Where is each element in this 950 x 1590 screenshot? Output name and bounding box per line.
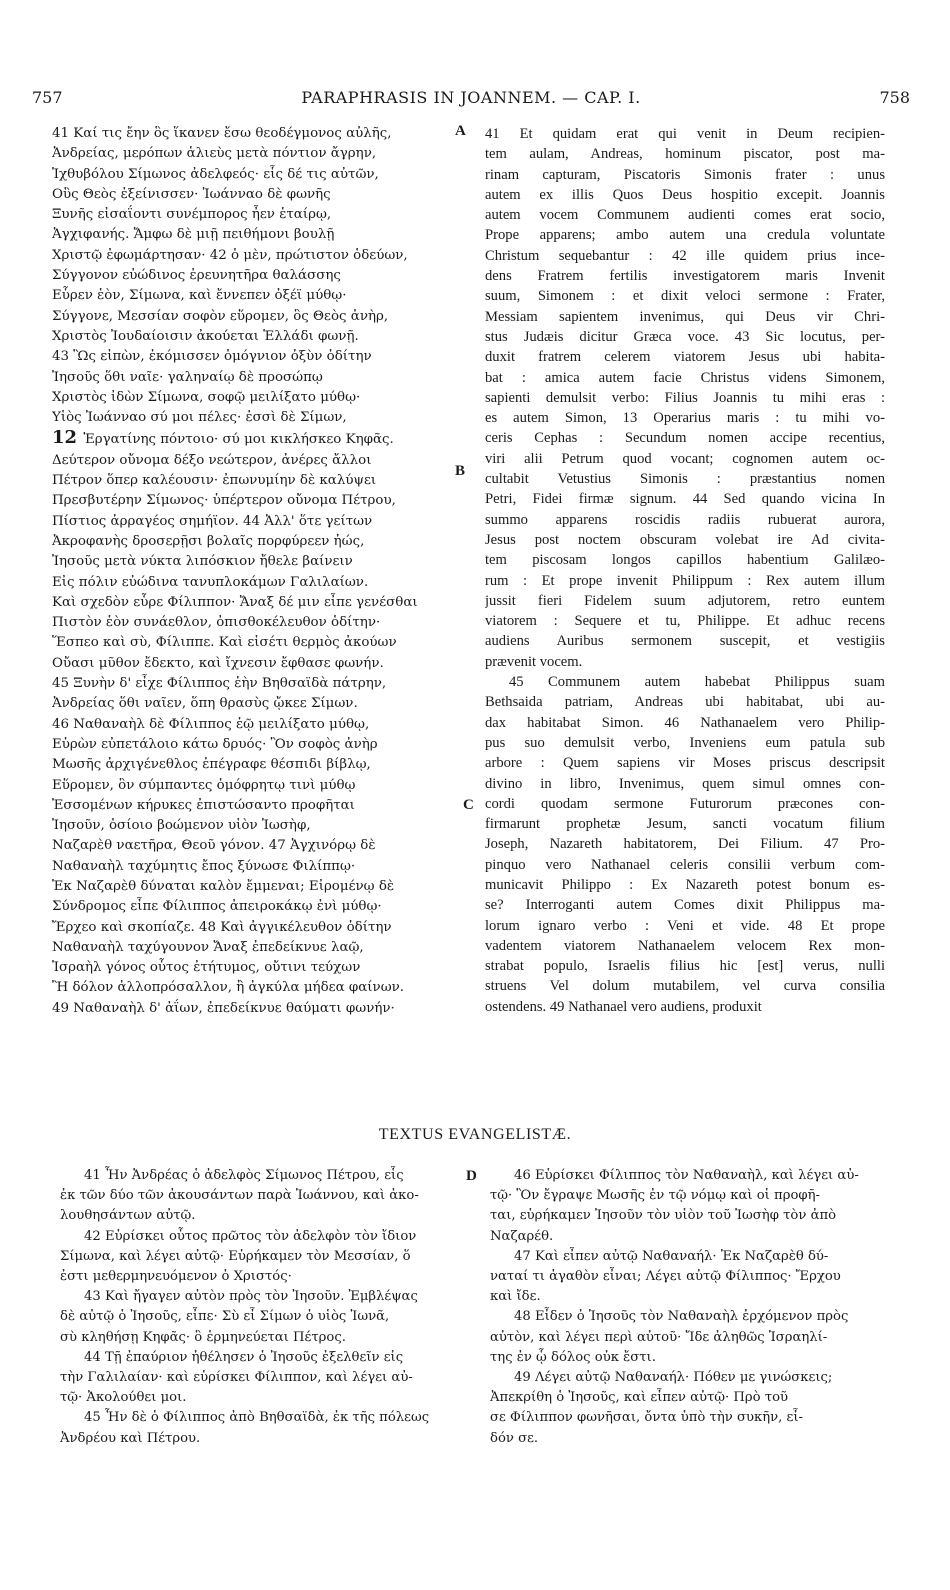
latin-paraphrase-column [485, 124, 885, 1017]
greek-verse-line: Ἀγχιφανής. Ἄμφω δὲ μιῇ πειθήμονι βουλῇ [52, 227, 335, 243]
latin-verse-line: Christum sequebantur : 42 ille quidem prius ince- [485, 247, 885, 264]
greek-verse-line: Εὗρεν ἑὸν, Σίμωνα, καὶ ἔννεπεν ὀξέϊ μύθῳ· [52, 288, 347, 304]
latin-verse-line: struens Vel dolum mutabilem, vel curva consilia [485, 978, 885, 995]
latin-verse-line: pus suo demulsit verbo, Inveniens eum patula sub [485, 734, 885, 751]
textus-verse-line: δόν σε. [490, 1430, 539, 1446]
latin-verse-line: Prope apparens; ambo autem una credula voluntate [485, 227, 885, 244]
textus-verse-line: Ναζαρέθ. [490, 1228, 554, 1244]
latin-verse-line: rum : Et prope invenit Philippum : Rex autem illum [485, 572, 885, 589]
textus-verse-line: δὲ αὐτῷ ὁ Ἰησοῦς, εἶπε· Σὺ εἶ Σίμων ὁ υἱὸς Ἰωνᾶ, [60, 1309, 390, 1325]
latin-verse-line: autem vocem Communem audienti comes erat socio, [485, 207, 885, 224]
greek-paraphrase-column [52, 124, 452, 1019]
greek-verse-line: Πίστιος ἀρραγέος σημήϊον. 44 Ἀλλ' ὅτε γείτων [52, 513, 373, 529]
latin-verse-line: rinam capturam, Piscatoris Simonis frater : unus [485, 166, 885, 183]
greek-verse-line: Ἢ δόλον ἀλλοπρόσαλλον, ἢ ἀγκύλα μήδεα φαίνων. [52, 980, 405, 996]
latin-verse-line: cultabit Vetustius Simonis : præstantius nomen [485, 471, 885, 488]
latin-verse-line: tem piscosam longos capillos habentium Galilæo- [485, 552, 885, 569]
latin-verse-line: Joseph, Nazareth habitatorem, Dei Filium. 47 Pro- [485, 836, 885, 853]
column-marker-d: D [466, 1168, 477, 1184]
greek-verse-line: Ἰησοῦς μετὰ νύκτα λιπόσκιον ἤθελε βαίνειν [52, 554, 353, 570]
latin-verse-line: suum, Simonem : et dixit veloci sermone : Frater, [485, 288, 885, 305]
latin-verse-line: ceris Cephas : Secundum nomen accipe recentius, [485, 430, 885, 447]
latin-verse-line: divino in libro, Invenimus, quem simul omnes con- [485, 775, 885, 792]
greek-verse-line: 41 Καί τις ἔην ὃς ἵκανεν ἔσω θεοδέγμονος αὐλῆς, [52, 126, 392, 141]
greek-verse-line: Εἰς πόλιν εὐώδινα τανυπλοκάμων Γαλιλαίων. [52, 574, 369, 590]
latin-verse-line: es autem Simon, 13 Operarius maris : tu mihi vo- [485, 410, 885, 427]
greek-verse-line: Πιστὸν ἑὸν συνάεθλον, ὀπισθοκέλευθον ὁδίτην· [52, 615, 381, 631]
latin-verse-line: se? Interroganti autem Comes dixit Philippus ma- [485, 897, 885, 914]
greek-verse-text: Ἐργατίνης πόντοιο· σύ μοι κικλήσκεο Κηφᾶς. [83, 432, 394, 448]
textus-verse-line: Σίμωνα, καὶ λέγει αὐτῷ· Εὑρήκαμεν τὸν Μεσσίαν, ὅ [60, 1248, 411, 1264]
latin-verse-line: viatorem : Sequere et tu, Philippe. Et adhuc recens [485, 613, 885, 630]
latin-verse-line: Bethsaida patriam, Andreas ubi habitabat, ubi au- [485, 694, 885, 711]
greek-verse-line: Υἱὸς Ἰωάνναο σύ μοι πέλες· ἐσσὶ δὲ Σίμων, [52, 410, 347, 426]
margin-number: 12 [52, 428, 84, 449]
latin-verse-line: Messiam sapientem invenimus, qui Deus vir Chri- [485, 308, 885, 325]
latin-verse-line: dens Fratrem fertilis investigatorem maris Invenit [485, 268, 885, 285]
latin-verse-line: viri alii Petrum quod vocant; cognomen autem oc- [485, 450, 885, 467]
greek-verse-line: Ἀκροφανὴς δροσερῇσι βολαῖς πορφύρεεν ἠώς, [52, 533, 365, 549]
textus-verse-line: 41 Ἦν Ἀνδρέας ὁ ἀδελφὸς Σίμωνος Πέτρου, εἷς [84, 1168, 404, 1183]
greek-verse-line: Ἰησοῦν, ὁσίοιο βοώμενον υἱὸν Ἰωσὴφ, [52, 818, 311, 834]
greek-verse-line: Πρεσβυτέρην Σίμωνος· ὑπέρτερον οὔνομα Πέτρου, [52, 493, 396, 509]
greek-verse-line: Ἔρχεο καὶ σκοπίαζε. 48 Καὶ ἀγγικέλευθον ὁδίτην [52, 919, 392, 935]
greek-verse-line: Ναθαναὴλ ταχύγουνον Ἄναξ ἐπεδείκνυε λαῷ, [52, 939, 364, 955]
greek-verse-line: Οὓς Θεὸς ἐξείνισσεν· Ἰωάνναο δὲ φωνῆς [52, 186, 331, 202]
textus-verse-line: ἐκ τῶν δύο τῶν ἀκουσάντων παρὰ Ἰωάννου, καὶ ἀκο- [60, 1188, 419, 1204]
section-title: TEXTUS EVANGELISTÆ. [378, 1126, 572, 1143]
greek-verse-line: Ἀνδρείας ὅθι ναῖεν, ὅπη θρασὺς ᾤκεε Σίμων. [52, 696, 358, 712]
running-title: PARAPHRASIS IN JOANNEM. — CAP. I. [301, 88, 641, 107]
textus-verse-line: 49 Λέγει αὐτῷ Ναθαναήλ· Πόθεν με γινώσκεις; [514, 1370, 833, 1386]
textus-left-column [60, 1166, 455, 1449]
latin-verse-line: bat : amica autem facie Christus videns Simonem, [485, 369, 885, 386]
greek-verse-line: Καὶ σχεδὸν εὗρε Φίλιππον· Ἄναξ δέ μιν εἶπε γενέσθαι [52, 594, 418, 610]
page-number-right: 758 [879, 88, 910, 107]
textus-verse-line: 48 Εἶδεν ὁ Ἰησοῦς τὸν Ναθαναὴλ ἐρχόμενον πρὸς [514, 1309, 849, 1325]
latin-verse-line: lorum ignaro verbo : Veni et vide. 48 Et prope [485, 917, 885, 934]
greek-verse-line: Μωσῆς ἀρχιγένεθλος ἐπέγραφε θέσπιδι βίβλῳ, [52, 757, 371, 773]
textus-verse-line: ται, εὑρήκαμεν Ἰησοῦν τὸν υἱὸν τοῦ Ἰωσὴφ τὸν ἀπὸ [490, 1208, 837, 1224]
textus-verse-line: καὶ ἴδε. [490, 1289, 541, 1305]
textus-right-column [490, 1166, 885, 1449]
column-marker-a: A [455, 123, 466, 139]
latin-verse-line: Petri, Fidei firmæ signum. 44 Sed quando vicina In [485, 491, 885, 508]
greek-verse-line: 46 Ναθαναὴλ δὲ Φίλιππος ἑῷ μειλίξατο μύθῳ, [52, 716, 370, 732]
textus-verse-line: Ἀπεκρίθη ὁ Ἰησοῦς, καὶ εἶπεν αὐτῷ· Πρὸ τοῦ [490, 1390, 789, 1406]
page-number-left: 757 [32, 88, 63, 107]
textus-verse-line: 45 Ἦν δὲ ὁ Φίλιππος ἀπὸ Βηθσαϊδὰ, ἐκ τῆς πόλεως [84, 1410, 430, 1426]
latin-verse-line: pinquo vero Nathanael celeris consilii verbum com- [485, 856, 885, 873]
textus-verse-line: 44 Τῇ ἐπαύριον ἠθέλησεν ὁ Ἰησοῦς ἐξελθεῖν εἰς [84, 1349, 404, 1365]
column-marker-b: B [455, 463, 466, 479]
latin-verse-line: ostendens. 49 Nathanael vero audiens, produxit [485, 998, 762, 1015]
latin-verse-line: jussit fieri Fidelem suum adjutorem, retro euntem [485, 592, 885, 609]
running-header [32, 88, 910, 112]
latin-verse-line: Jesus post noctem obscuram volebat ire Ad civita- [485, 531, 885, 548]
textus-verse-line: 42 Εὑρίσκει οὗτος πρῶτος τὸν ἀδελφὸν τὸν ἴδιον [84, 1228, 417, 1244]
greek-verse-line: Ναθαναὴλ ταχύμητις ἔπος ξύνωσε Φιλίππῳ· [52, 858, 356, 874]
latin-verse-line: 41 Et quidam erat qui venit in Deum recipien- [485, 126, 885, 142]
latin-verse-line: 45 Communem autem habebat Philippus suam [509, 674, 885, 691]
latin-verse-line: prævenit vocem. [485, 653, 583, 670]
textus-verse-line: 47 Καὶ εἶπεν αὐτῷ Ναθαναήλ· Ἐκ Ναζαρὲθ δύ- [514, 1248, 829, 1264]
greek-verse-line [52, 428, 452, 450]
textus-verse-line: λουθησάντων αὐτῷ. [60, 1208, 196, 1224]
greek-verse-line: Σύγγονε, Μεσσίαν σοφὸν εὕρομεν, ὃς Θεὸς ἀνὴρ, [52, 308, 389, 324]
latin-verse-line: firmarunt prophetæ Jesum, sancti vocatum filium [485, 816, 885, 833]
greek-verse-line: Χριστὸς Ἰουδαίοισιν ἀκούεται Ἑλλάδι φωνῇ. [52, 328, 359, 344]
latin-verse-line: autem ex illis Quos Deus hospitio excepit. Joannis [485, 186, 885, 203]
greek-verse-line: Σύνδρομος εἶπε Φίλιππος ἀπειροκάκῳ ἐνὶ μύθῳ· [52, 899, 382, 915]
greek-verse-line: Δεύτερον οὔνομα δέξο νεώτερον, ἀνέρες ἄλλοι [52, 452, 372, 468]
greek-verse-line: Ἐκ Ναζαρὲθ δύναται καλὸν ἔμμεναι; Εἰρομένῳ δὲ [52, 878, 395, 894]
textus-verse-line: Ἀνδρέου καὶ Πέτρου. [60, 1430, 201, 1446]
greek-verse-line: Πέτρον ὅπερ καλέουσιν· ἐπωνυμίην δὲ καλύψει [52, 473, 377, 489]
greek-verse-line: Χριστῷ ἐφωμάρτησαν· 42 ὁ μὲν, πρώτιστον ὁδεύων, [52, 247, 408, 263]
latin-verse-line: arbore : Quem sapiens vir Moses priscus descripsit [485, 755, 885, 772]
latin-verse-line: duxit fratrem celerem viatorem Jesus ubi habita- [485, 349, 885, 366]
textus-verse-line: ναταί τι ἀγαθὸν εἶναι; Λέγει αὐτῷ Φίλιππος· Ἔρχου [490, 1269, 841, 1285]
textus-verse-line: αὐτὸν, καὶ λέγει περὶ αὐτοῦ· Ἴδε ἀληθῶς Ἰσραηλί- [490, 1329, 828, 1345]
greek-verse-line: Ξυνῆς εἰσαΐοντι συνέμπορος ἦεν ἑταίρῳ, [52, 207, 332, 223]
textus-verse-line: ἐστι μεθερμηνευόμενον ὁ Χριστός· [60, 1269, 292, 1285]
greek-verse-line: Ἕσπεο καὶ σὺ, Φίλιππε. Καὶ εἰσέτι θερμὸς ἀκούων [52, 635, 397, 651]
greek-verse-line: Ναζαρὲθ ναετῆρα, Θεοῦ γόνον. 47 Ἀγχινόρῳ δὲ [52, 838, 376, 854]
greek-verse-line: 43 Ὣς εἰπὼν, ἐκόμισσεν ὁμόγνιον ὀξὺν ὁδίτην [52, 349, 372, 365]
textus-verse-line: σε Φίλιππον φωνῆσαι, ὄντα ὑπὸ τὴν συκῆν, εἶ- [490, 1410, 803, 1426]
latin-verse-line: strabat populo, Israelis filius hic [est] verus, nulli [485, 958, 885, 975]
latin-verse-line: audiens Auribus sermonem suscepit, et vestigiis [485, 633, 885, 650]
greek-verse-line: Ἐσσομένων κήρυκες ἐπιστώσαντο προφῆται [52, 797, 355, 813]
textus-verse-line: 43 Καὶ ἤγαγεν αὐτὸν πρὸς τὸν Ἰησοῦν. Ἐμβλέψας [84, 1289, 418, 1305]
greek-verse-line: 45 Ξυνὴν δ' εἶχε Φίλιππος ἑὴν Βηθσαϊδὰ πάτρην, [52, 676, 387, 692]
greek-verse-line: Ἰησοῦς ὅθι ναῖε· γαληναίῳ δὲ προσώπῳ [52, 369, 323, 385]
latin-verse-line: sapienti demulsit verbo: Filius Joannis tu mihi eras : [485, 389, 885, 406]
greek-verse-line: Εὑρὼν εὐπετάλοιο κάτω δρυός· Ὃν σοφὸς ἀνὴρ [52, 736, 378, 752]
column-marker-c: C [463, 797, 474, 813]
greek-verse-line: Χριστὸς ἰδὼν Σίμωνα, σοφῷ μειλίξατο μύθῳ· [52, 389, 361, 405]
latin-verse-line: vadentem viatorem Nathanaelem velocem Rex mon- [485, 937, 885, 954]
textus-verse-line: 46 Εὑρίσκει Φίλιππος τὸν Ναθαναὴλ, καὶ λέγει αὐ- [514, 1168, 859, 1183]
greek-verse-line: Ἀνδρείας, μερόπων ἁλιεὺς μετὰ πόντιον ἄγρην, [52, 146, 377, 162]
latin-verse-line: tem aulam, Andreas, hominum piscator, post ma- [485, 146, 885, 163]
textus-verse-line: τὴν Γαλιλαίαν· καὶ εὑρίσκει Φίλιππον, καὶ λέγει αὐ- [60, 1370, 413, 1386]
latin-verse-line: stus Judæis dicitur Græca voce. 43 Sic locutus, per- [485, 328, 885, 345]
greek-verse-line: 49 Ναθαναὴλ δ' ἀΐων, ἐπεδείκνυε θαύματι φωνήν· [52, 1000, 395, 1016]
textus-verse-line: τῷ· Ἀκολούθει μοι. [60, 1390, 187, 1406]
textus-verse-line: τῷ· Ὃν ἔγραψε Μωσῆς ἐν τῷ νόμῳ καὶ οἱ προφῆ- [490, 1188, 820, 1204]
latin-verse-line: cordi quodam sermone Futurorum præcones con- [485, 795, 885, 812]
greek-verse-line: Ἰσραὴλ γόνος οὗτος ἐτήτυμος, οὔτινι τεύχων [52, 960, 361, 976]
greek-verse-line: Εὕρομεν, ὃν σύμπαντες ὁμόφρητῳ τινὶ μύθῳ [52, 777, 356, 793]
latin-verse-line: dax habitabat Simon. 46 Nathanaelem vero Philip- [485, 714, 885, 731]
greek-verse-line: Οὔασι μῦθον ἔδεκτο, καὶ ἴχνεσιν ἔφθασε φωνήν. [52, 655, 384, 671]
greek-verse-line: Σύγγονον εὐώδινος ἐρευνητῆρα θαλάσσης [52, 268, 341, 284]
latin-verse-line: municavit Philippo : Ex Nazareth potest bonum es- [485, 876, 885, 893]
textus-verse-line: σὺ κληθήσῃ Κηφᾶς· ὃ ἑρμηνεύεται Πέτρος. [60, 1329, 346, 1345]
latin-verse-line: summo apparens roscidis radiis rubuerat aurora, [485, 511, 885, 528]
greek-verse-line: Ἰχθυβόλου Σίμωνος ἀδελφεός· εἷς δέ τις αὐτῶν, [52, 166, 379, 182]
textus-verse-line: της ἐν ᾧ δόλος οὐκ ἔστι. [490, 1349, 656, 1365]
